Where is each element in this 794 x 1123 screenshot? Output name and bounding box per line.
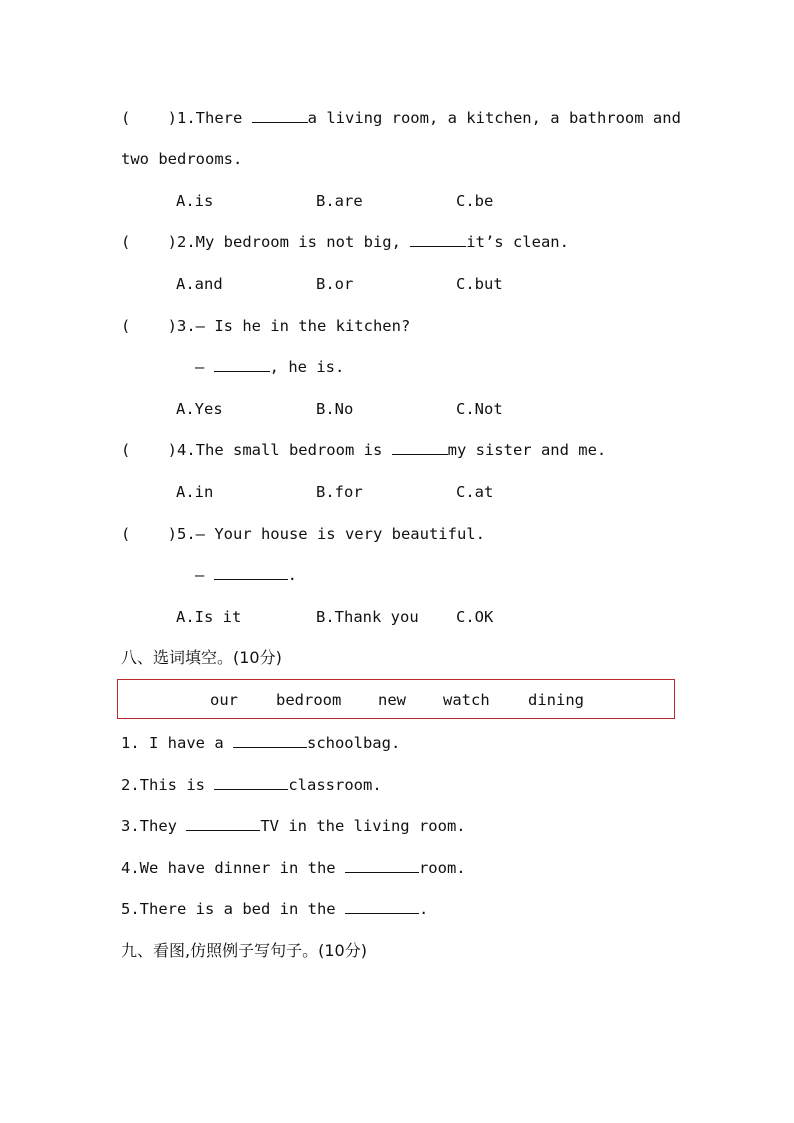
answer-blank[interactable] [345, 858, 419, 873]
question-3-line-1: ( )3.— Is he in the kitchen? [121, 317, 411, 335]
dialog-dash: — [195, 358, 214, 376]
q1-option-b: B.are [316, 192, 363, 210]
fill-item-text: 3.They [121, 817, 187, 835]
q5-option-c: C.OK [456, 608, 494, 626]
fill-item-text-cont: TV in the living room. [260, 817, 466, 835]
question-2-text: ( )2.My bedroom is not big, [121, 233, 411, 251]
question-5-line-2 [195, 565, 297, 585]
question-3-line-2 [195, 357, 344, 377]
fill-item-4 [121, 858, 466, 878]
word-bank-box [117, 679, 675, 719]
q5-option-a: A.Is it [176, 608, 242, 626]
fill-item-2 [121, 775, 382, 795]
fill-item-text: 5.There is a bed in the [121, 900, 345, 918]
section-8-title: 八、选词填空。(10分) [121, 648, 282, 667]
answer-blank[interactable] [186, 816, 260, 831]
question-4-text-cont: my sister and me. [447, 441, 607, 459]
fill-item-text: 1. I have a [121, 734, 233, 752]
fill-item-3 [121, 816, 466, 836]
answer-blank[interactable] [233, 733, 307, 748]
q3-option-c: C.Not [456, 400, 503, 418]
question-5-text-cont: . [287, 566, 298, 584]
question-1-line-2: two bedrooms. [121, 150, 243, 168]
fill-item-5 [121, 899, 428, 919]
fill-item-text-cont: room. [418, 859, 466, 877]
q3-option-a: A.Yes [176, 400, 223, 418]
word-bank-item: bedroom [276, 691, 342, 709]
fill-item-text-cont: schoolbag. [306, 734, 401, 752]
q1-option-c: C.be [456, 192, 494, 210]
q4-option-c: C.at [456, 483, 494, 501]
fill-item-1 [121, 733, 400, 753]
question-1-text-cont: a living room, a kitchen, a bathroom and [307, 109, 681, 127]
q2-option-c: C.but [456, 275, 503, 293]
answer-blank[interactable] [392, 440, 448, 455]
question-2-line [121, 232, 569, 252]
dialog-dash: — [195, 566, 214, 584]
answer-blank[interactable] [214, 565, 288, 580]
fill-item-text: 4.We have dinner in the [121, 859, 345, 877]
word-bank-item: dining [528, 691, 584, 709]
word-bank-item: new [378, 691, 406, 709]
question-4-text: ( )4.The small bedroom is [121, 441, 392, 459]
answer-blank[interactable] [214, 357, 270, 372]
q4-option-b: B.for [316, 483, 363, 501]
answer-blank[interactable] [252, 108, 308, 123]
q1-option-a: A.is [176, 192, 214, 210]
fill-item-text-cont: . [418, 900, 429, 918]
section-9-title: 九、看图,仿照例子写句子。(10分) [121, 941, 367, 960]
answer-blank[interactable] [410, 232, 466, 247]
question-3-text-cont: , he is. [269, 358, 345, 376]
q2-option-a: A.and [176, 275, 223, 293]
word-bank-item: watch [443, 691, 490, 709]
q3-option-b: B.No [316, 400, 354, 418]
word-bank-item: our [210, 691, 238, 709]
answer-blank[interactable] [214, 775, 288, 790]
question-2-text-cont: it’s clean. [466, 233, 569, 251]
question-4-line [121, 440, 606, 460]
fill-item-text-cont: classroom. [288, 776, 382, 794]
q4-option-a: A.in [176, 483, 214, 501]
q5-option-b: B.Thank you [316, 608, 419, 626]
fill-item-text: 2.This is [121, 776, 215, 794]
answer-blank[interactable] [345, 899, 419, 914]
question-1-line-1 [121, 108, 681, 128]
question-5-line-1: ( )5.— Your house is very beautiful. [121, 525, 485, 543]
question-1-text: ( )1.There [121, 109, 252, 127]
q2-option-b: B.or [316, 275, 354, 293]
